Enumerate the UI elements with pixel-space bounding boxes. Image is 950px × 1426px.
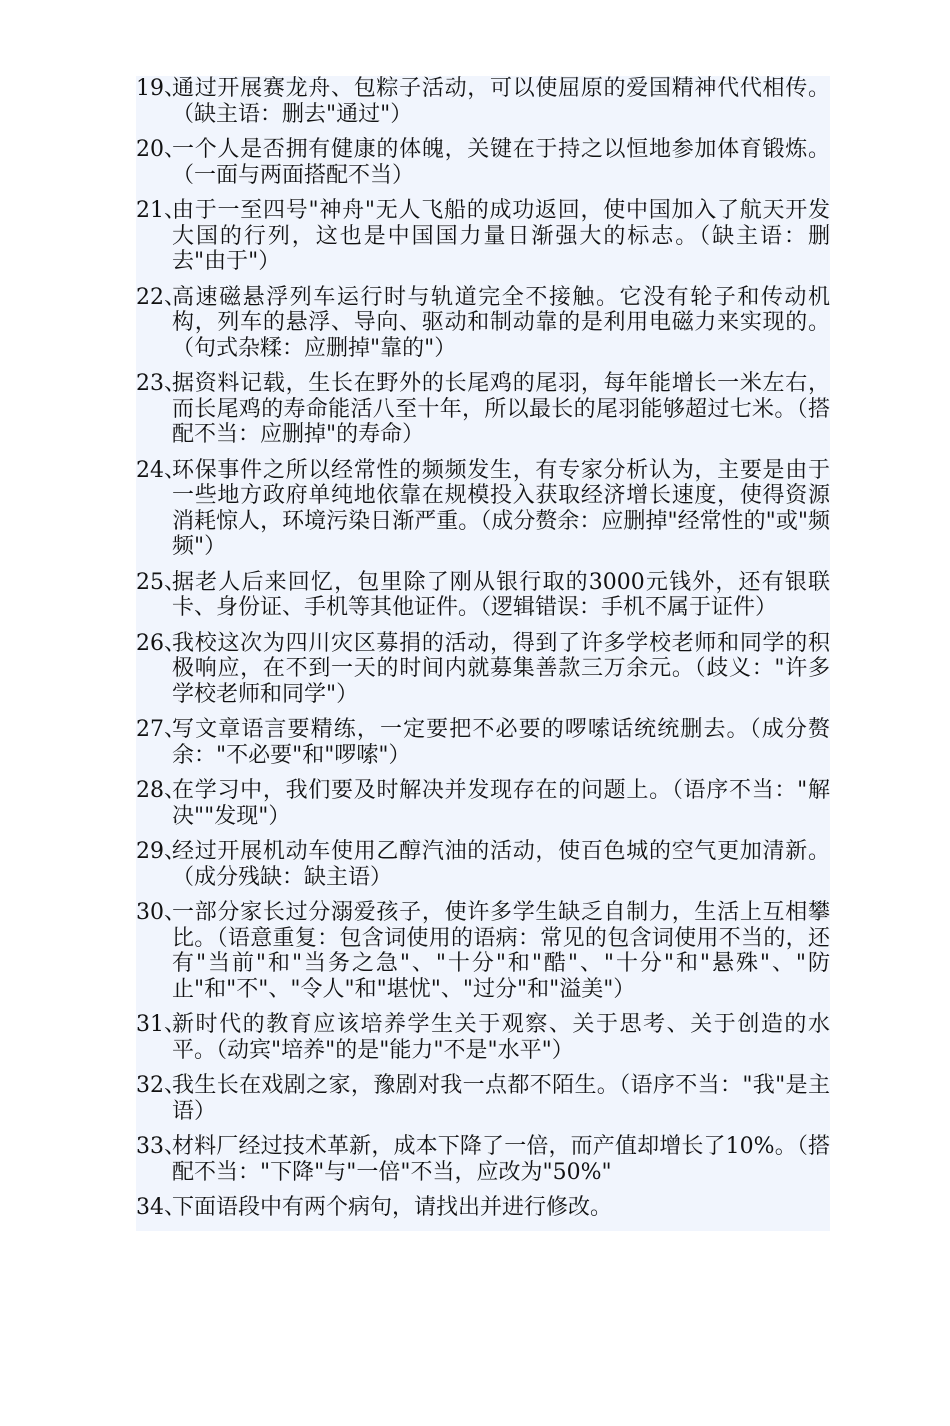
item-number: 27、 <box>136 717 186 742</box>
item-text: 据资料记载，生长在野外的长尾鸡的尾羽，每年能增长一米左右，而长尾鸡的寿命能活八至十年，所以最长的尾羽能够超过七米。（搭配不当：应删掉"的寿命） <box>172 371 830 447</box>
item-number: 33、 <box>136 1134 186 1159</box>
list-item <box>136 570 830 621</box>
item-text: 经过开展机动车使用乙醇汽油的活动，使百色城的空气更加清新。（成分残缺：缺主语） <box>172 839 830 890</box>
item-text: 据老人后来回忆，包里除了刚从银行取的3000元钱外，还有银联卡、身份证、手机等其他证件。（逻辑错误：手机不属于证件） <box>172 569 830 620</box>
list-item <box>136 1134 830 1185</box>
list-item <box>136 1195 830 1221</box>
item-number: 30、 <box>136 900 186 925</box>
list-item <box>136 76 830 127</box>
list-item <box>136 371 830 448</box>
item-text: 通过开展赛龙舟、包粽子活动，可以使屈原的爱国精神代代相传。（缺主语：删去"通过"） <box>172 76 830 127</box>
list-item <box>136 778 830 829</box>
list-item <box>136 1012 830 1063</box>
item-number: 32、 <box>136 1073 186 1098</box>
list-item <box>136 458 830 560</box>
item-text: 环保事件之所以经常性的频频发生，有专家分析认为，主要是由于一些地方政府单纯地依靠在规模投入获取经济增长速度，使得资源消耗惊人，环境污染日渐严重。（成分赘余：应删掉"经常性的"或"频频"） <box>172 457 830 559</box>
item-number: 34、 <box>136 1195 186 1220</box>
list-item <box>136 900 830 1002</box>
item-text: 一个人是否拥有健康的体魄，关键在于持之以恒地参加体育锻炼。（一面与两面搭配不当） <box>172 137 830 188</box>
list-item <box>136 631 830 708</box>
item-text: 高速磁悬浮列车运行时与轨道完全不接触。它没有轮子和传动机构，列车的悬浮、导向、驱动和制动靠的是利用电磁力来实现的。（句式杂糅：应删掉"靠的"） <box>172 284 830 361</box>
item-number: 22、 <box>136 284 186 310</box>
item-number: 20、 <box>136 137 186 162</box>
list-item <box>136 839 830 890</box>
item-number: 26、 <box>136 630 186 656</box>
item-text: 写文章语言要精练，一定要把不必要的啰嗦话统统删去。（成分赘余："不必要"和"啰嗦"） <box>172 717 830 768</box>
list-item <box>136 717 830 768</box>
item-number: 24、 <box>136 457 186 483</box>
list-item <box>136 1073 830 1124</box>
item-text: 材料厂经过技术革新，成本下降了一倍，而产值却增长了10%。（搭配不当："下降"与"一倍"不当，应改为"50%" <box>172 1134 830 1185</box>
item-text: 我生长在戏剧之家，豫剧对我一点都不陌生。（语序不当："我"是主语） <box>172 1073 830 1124</box>
item-number: 28、 <box>136 778 186 803</box>
item-number: 23、 <box>136 371 186 396</box>
item-text: 新时代的教育应该培养学生关于观察、关于思考、关于创造的水平。（动宾"培养"的是"能力"不是"水平"） <box>172 1012 830 1063</box>
document-content <box>136 76 830 1231</box>
list-item <box>136 137 830 188</box>
item-text: 由于一至四号"神舟"无人飞船的成功返回，使中国加入了航天开发大国的行列，这也是中国国力量日渐强大的标志。（缺主语：删去"由于"） <box>172 198 830 274</box>
item-number: 21、 <box>136 198 186 223</box>
list-item <box>136 198 830 275</box>
item-number: 25、 <box>136 569 186 595</box>
list-item <box>136 285 830 362</box>
item-text: 一部分家长过分溺爱孩子，使许多学生缺乏自制力，生活上互相攀比。（语意重复：包含词使用的语病：常见的包含词使用不当的，还有"当前"和"当务之急"、"十分"和"酷"、"十分"和"悬殊"、"防止"和"不"、"令人"和"堪忧"、"过分"和"溢美"） <box>172 900 830 1002</box>
item-text: 在学习中，我们要及时解决并发现存在的问题上。（语序不当："解决""发现"） <box>172 778 830 829</box>
item-number: 29、 <box>136 839 186 864</box>
item-text: 我校这次为四川灾区募捐的活动，得到了许多学校老师和同学的积极响应，在不到一天的时间内就募集善款三万余元。（歧义："许多学校老师和同学"） <box>172 630 830 707</box>
item-text: 下面语段中有两个病句，请找出并进行修改。 <box>172 1195 613 1220</box>
item-number: 19、 <box>136 76 186 101</box>
item-number: 31、 <box>136 1012 186 1037</box>
